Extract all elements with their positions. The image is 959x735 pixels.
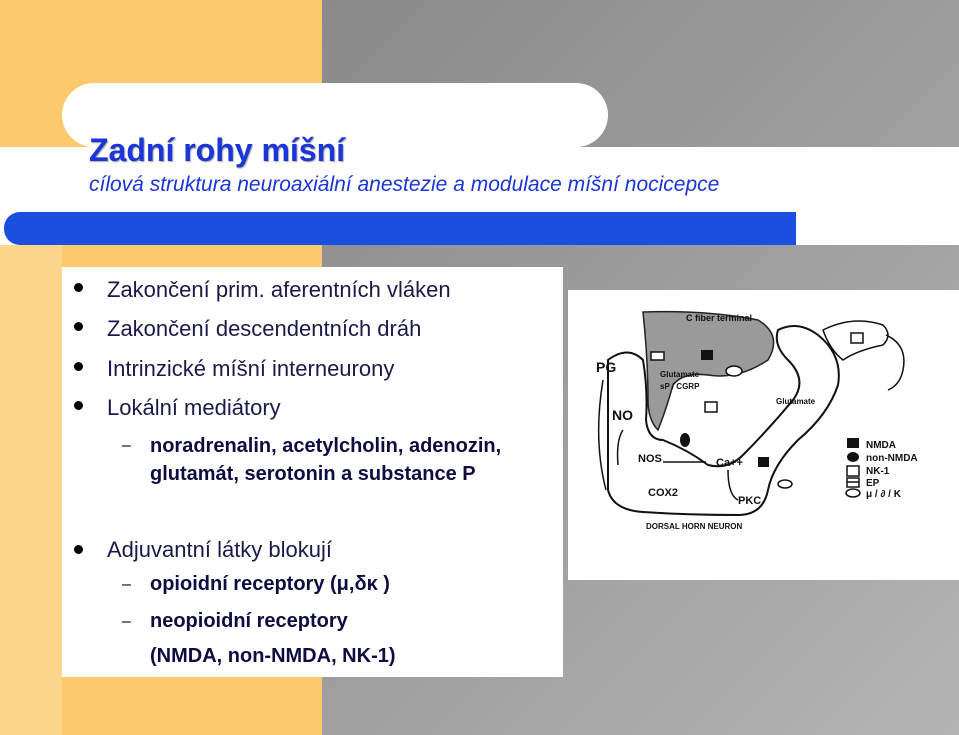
bullet-afferent: Zakončení prim. aferentních vláken — [107, 277, 451, 302]
legend-opioid-symbol — [846, 489, 860, 497]
legend-ep: EP — [866, 478, 880, 489]
legend-non-nmda-symbol — [847, 452, 859, 462]
bullet-interneurons: Intrinzické míšní interneurony — [107, 356, 395, 381]
ep-receptor — [651, 352, 664, 360]
label-dorsal-horn-neuron: DORSAL HORN NEURON — [646, 522, 743, 531]
mediators-line-2: glutamát, serotonin a substance P — [150, 463, 476, 485]
label-cox2: COX2 — [648, 487, 678, 499]
right-receptor — [851, 333, 863, 343]
bullet-mediators: Lokální mediátory — [107, 395, 281, 420]
bullet-descending: Zakončení descendentních dráh — [107, 316, 422, 341]
right-fiber — [886, 335, 904, 390]
nk1-receptor — [705, 402, 717, 412]
bullet-adjuvant: Adjuvantní látky blokují — [107, 537, 333, 562]
bullet-dot — [74, 545, 83, 554]
title-underline-bar — [4, 212, 796, 245]
legend-nmda: NMDA — [866, 440, 896, 451]
label-pg: PG — [596, 359, 617, 375]
adjuvant-opioid: opioidní receptory (μ,δκ ) — [150, 573, 390, 595]
label-pkc: PKC — [738, 495, 762, 507]
bullet-dot — [74, 322, 83, 331]
label-glutamate-outer: Glutamate — [776, 397, 816, 406]
arrow-nos-to-no — [618, 430, 623, 465]
dash-marker: – — [122, 613, 131, 630]
nmda-receptor — [701, 350, 713, 360]
label-sp-cgrp: sP / CGRP — [660, 382, 700, 391]
dorsal-horn-diagram — [568, 290, 959, 580]
dash-marker: – — [122, 437, 131, 454]
legend-nmda-symbol — [847, 438, 859, 448]
legend-nk1-symbol — [847, 466, 859, 476]
arrow-cox2-to-pg — [599, 380, 606, 490]
label-no: NO — [612, 407, 633, 423]
label-c-fiber: C fiber terminal — [686, 313, 753, 323]
adjuvant-neopioid: neopioidní receptory — [150, 610, 348, 632]
terminal-vesicle — [726, 366, 742, 376]
bullet-dot — [74, 362, 83, 371]
dash-marker: – — [122, 576, 131, 593]
legend-non-nmda: non-NMDA — [866, 453, 918, 464]
title-bar-gap — [796, 212, 959, 245]
label-nos: NOS — [638, 453, 662, 465]
label-ca: Ca++ — [716, 457, 743, 469]
ca-receptor — [758, 457, 769, 467]
mediators-line-1: noradrenalin, acetylcholin, adenozin, — [150, 435, 502, 457]
opioid-receptor — [778, 480, 792, 488]
bullet-dot — [74, 401, 83, 410]
arrow-ca-to-pkc — [728, 470, 738, 500]
background-left-strip — [0, 245, 62, 735]
adjuvant-neopioid-detail: (NMDA, non-NMDA, NK-1) — [150, 645, 396, 667]
content-box — [62, 267, 563, 677]
slide-subtitle: cílová struktura neuroaxiální anestezie a modulace míšní nocicepce — [89, 173, 720, 196]
legend-opioid: μ / ∂ / K — [866, 489, 901, 500]
bullet-dot — [74, 283, 83, 292]
legend-nk1: NK-1 — [866, 466, 890, 477]
slide-title: Zadní rohy míšní — [89, 132, 346, 168]
label-glutamate-inner: Glutamate — [660, 370, 700, 379]
non-nmda-receptor — [680, 433, 690, 447]
